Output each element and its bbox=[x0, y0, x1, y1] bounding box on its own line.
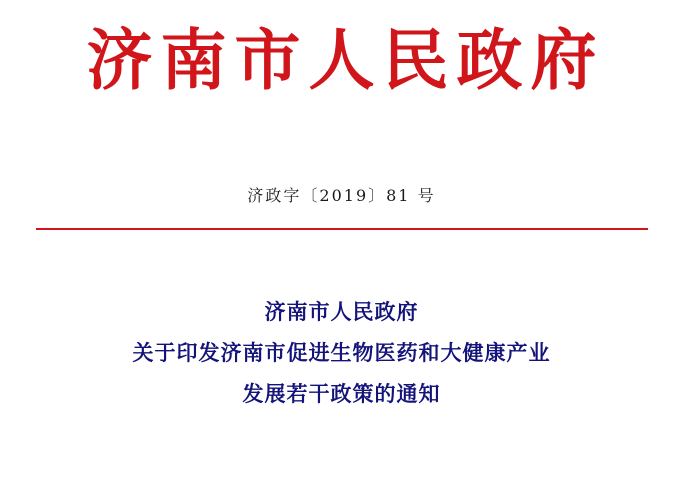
document-title-block bbox=[0, 292, 683, 415]
masthead bbox=[0, 0, 683, 99]
red-divider-rule bbox=[36, 228, 648, 230]
document-title-line-2: 关于印发济南市促进生物医药和大健康产业 bbox=[132, 340, 551, 366]
document-number: 济政字〔2019〕81 号 bbox=[247, 186, 436, 206]
document-title-line-1: 济南市人民政府 bbox=[264, 299, 419, 325]
document-title-line-3: 发展若干政策的通知 bbox=[242, 381, 441, 407]
issuing-authority-title: 济南市人民政府 bbox=[86, 21, 605, 99]
